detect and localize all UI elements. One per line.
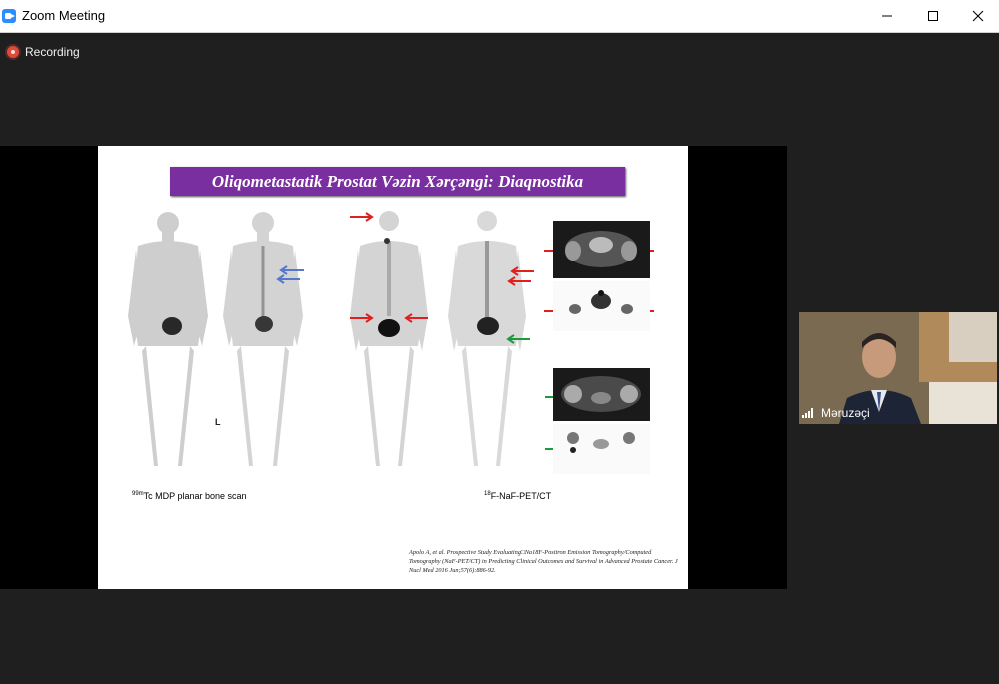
close-icon <box>972 10 984 22</box>
minimize-button[interactable] <box>864 0 910 32</box>
recording-label[interactable]: Recording <box>25 45 80 59</box>
ct-image-pelvis-lower <box>553 368 650 421</box>
maximize-button[interactable] <box>910 0 956 32</box>
record-icon[interactable] <box>7 46 19 58</box>
pet-scan-anterior <box>350 211 428 466</box>
zoom-app-icon <box>2 9 16 23</box>
planar-scan-posterior <box>223 212 303 466</box>
slide-title: Oliqometastatik Prostat Vəzin Xərçəngi: Diaqnostika <box>170 167 625 196</box>
red-arrow <box>512 267 534 275</box>
pet-fused-image-upper <box>553 281 650 331</box>
maximize-icon <box>927 10 939 22</box>
red-arrow <box>350 213 372 221</box>
close-button[interactable] <box>955 0 999 32</box>
window-titlebar <box>0 0 999 33</box>
participant-name: Məruzəçi <box>821 406 870 420</box>
ct-image-pelvis-upper <box>553 221 650 278</box>
planar-scan-anterior <box>128 212 208 466</box>
presentation-slide <box>98 146 688 589</box>
right-caption: $^{18}$F-NaF-PET/CT <box>484 491 552 501</box>
left-caption: $^{99m}$Tc MDP planar bone scan <box>132 491 247 501</box>
laterality-marker: L <box>215 417 221 427</box>
participant-video[interactable] <box>799 312 997 424</box>
minimize-icon <box>881 10 893 22</box>
pet-fused-image-lower <box>553 424 650 474</box>
signal-strength-icon <box>802 408 816 418</box>
reference-citation: Apolo A, et al. Prospective Study Evaluating□Na18F-Positron Emission Tomography/Computed Tomography (NaF-PET/CT) in Predicting Clinical Outcomes and Survival in Advanced Prostate Cancer. J Nucl Med 2016 Jun;57(6):886-92. <box>409 549 678 574</box>
window-title: Zoom Meeting <box>22 8 106 23</box>
